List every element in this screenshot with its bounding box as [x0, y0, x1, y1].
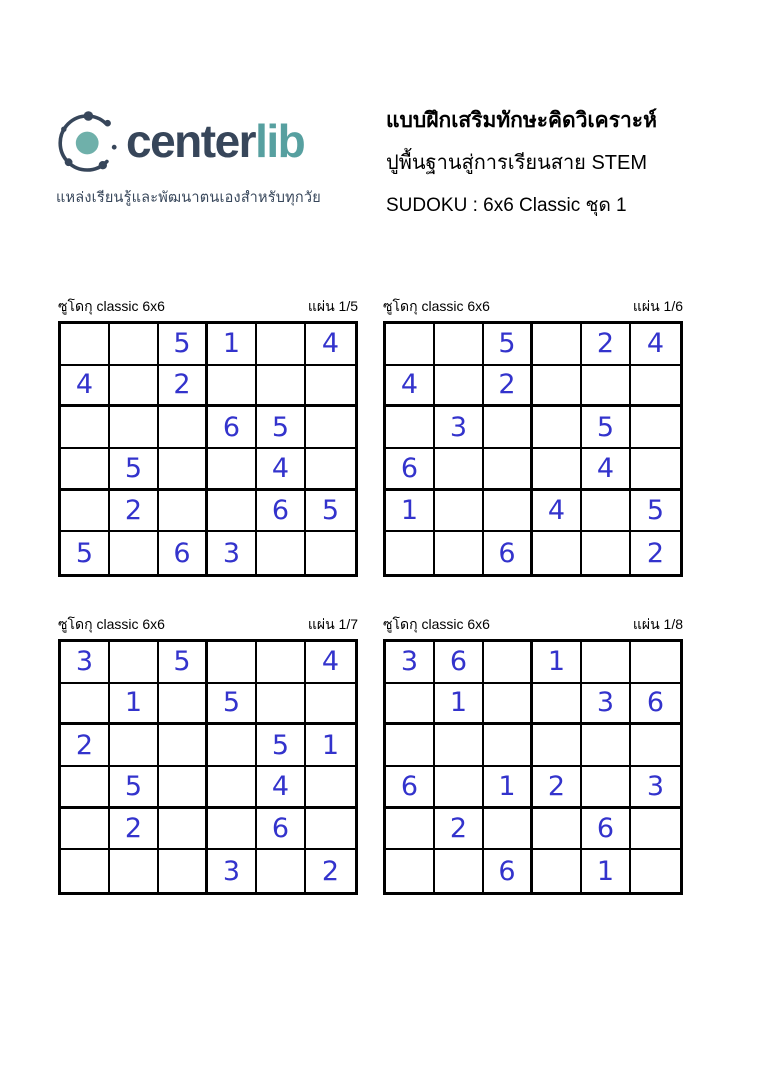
logo-block	[56, 106, 321, 209]
sudoku-cell	[208, 725, 257, 767]
puzzle-type-label: ซูโดกุ classic 6x6	[383, 298, 490, 314]
sudoku-grid-3	[58, 639, 358, 895]
sudoku-cell	[306, 809, 355, 851]
sudoku-cell	[386, 809, 435, 851]
sudoku-cell	[306, 366, 355, 408]
sudoku-cell: 5	[110, 449, 159, 491]
sudoku-cell	[386, 725, 435, 767]
sudoku-cell: 6	[386, 767, 435, 809]
sudoku-cell	[306, 767, 355, 809]
sudoku-cell: 5	[61, 532, 110, 574]
sudoku-cell: 5	[110, 767, 159, 809]
sudoku-cell: 3	[631, 767, 680, 809]
sudoku-cell: 1	[208, 324, 257, 366]
puzzle-type-label: ซูโดกุ classic 6x6	[383, 616, 490, 632]
sudoku-cell	[159, 491, 208, 533]
sudoku-cell	[533, 684, 582, 726]
sudoku-cell	[110, 366, 159, 408]
worksheet-title: แบบฝึกเสริมทักษะคิดวิเคราะห์	[386, 109, 657, 132]
sudoku-cell	[484, 809, 533, 851]
sudoku-cell	[435, 767, 484, 809]
sudoku-cell	[306, 532, 355, 574]
sudoku-cell	[435, 366, 484, 408]
sudoku-cell	[533, 366, 582, 408]
brand-lib: lib	[255, 115, 305, 167]
sudoku-cell: 6	[257, 809, 306, 851]
sudoku-cell: 2	[110, 491, 159, 533]
sudoku-cell: 5	[582, 407, 631, 449]
sudoku-cell	[306, 449, 355, 491]
sudoku-grid-2	[383, 321, 683, 577]
sudoku-cell: 6	[208, 407, 257, 449]
sudoku-cell	[61, 850, 110, 892]
brand-wordmark	[126, 115, 305, 167]
sudoku-cell	[257, 642, 306, 684]
puzzle-sheet-number: แผ่น 1/8	[632, 616, 683, 632]
sudoku-cell: 5	[306, 491, 355, 533]
sudoku-cell: 4	[61, 366, 110, 408]
brand-tagline: แหล่งเรียนรู้และพัฒนาตนเองสำหรับทุกวัย	[56, 190, 321, 206]
sudoku-cell	[484, 491, 533, 533]
sudoku-cell	[257, 684, 306, 726]
sudoku-cell	[533, 324, 582, 366]
sudoku-cell	[484, 449, 533, 491]
sudoku-cell	[582, 725, 631, 767]
worksheet-series: SUDOKU : 6x6 Classic ชุด 1	[386, 195, 627, 216]
sudoku-cell: 6	[631, 684, 680, 726]
sudoku-cell: 2	[435, 809, 484, 851]
sudoku-cell	[61, 407, 110, 449]
brand-center: center	[126, 115, 256, 167]
sudoku-cell: 5	[484, 324, 533, 366]
sudoku-cell	[110, 407, 159, 449]
puzzle-type-label: ซูโดกุ classic 6x6	[58, 616, 165, 632]
sudoku-cell: 3	[386, 642, 435, 684]
puzzle-panel-1	[58, 300, 358, 577]
sudoku-cell: 4	[533, 491, 582, 533]
sudoku-cell: 1	[110, 684, 159, 726]
sudoku-cell: 2	[646, 537, 665, 569]
puzzle-sheet-number: แผ่น 1/6	[632, 298, 683, 314]
sudoku-cell: 4	[257, 449, 306, 491]
sudoku-cell	[631, 366, 680, 408]
puzzle-panel-4	[383, 618, 683, 895]
sudoku-cell	[306, 407, 355, 449]
sudoku-cell: 6	[159, 532, 208, 574]
sudoku-cell	[61, 767, 110, 809]
sudoku-cell	[582, 366, 631, 408]
puzzle-type-label: ซูโดกุ classic 6x6	[58, 298, 165, 314]
sudoku-cell	[159, 407, 208, 449]
sudoku-cell: 3	[208, 532, 257, 574]
sudoku-cell: 6	[435, 642, 484, 684]
sudoku-cell	[533, 850, 582, 892]
sudoku-cell	[61, 684, 110, 726]
sudoku-cell	[533, 449, 582, 491]
sudoku-cell: 6	[582, 809, 631, 851]
sudoku-cell	[484, 725, 533, 767]
sudoku-cell: 1	[306, 725, 355, 767]
sudoku-cell: 6	[484, 850, 533, 892]
sudoku-cell	[631, 449, 680, 491]
sudoku-cell: 1	[386, 491, 435, 533]
sudoku-cell	[582, 767, 631, 809]
sudoku-cell	[208, 767, 257, 809]
sudoku-cell	[435, 491, 484, 533]
sudoku-cell	[533, 725, 582, 767]
sudoku-cell	[435, 324, 484, 366]
sudoku-cell	[208, 449, 257, 491]
sudoku-cell	[159, 725, 208, 767]
sudoku-cell	[306, 684, 355, 726]
sudoku-cell	[159, 767, 208, 809]
sudoku-cell	[631, 725, 680, 767]
sudoku-cell: 4	[257, 767, 306, 809]
sudoku-cell	[257, 850, 306, 892]
sudoku-cell: 1	[435, 684, 484, 726]
sudoku-cell: 6	[257, 491, 306, 533]
sudoku-cell	[631, 642, 680, 684]
sudoku-cell: 1	[484, 767, 533, 809]
sudoku-cell: 3	[61, 642, 110, 684]
sudoku-cell	[484, 642, 533, 684]
sudoku-cell: 5	[631, 491, 680, 533]
puzzle-panel-2	[383, 300, 683, 577]
sudoku-cell	[484, 407, 533, 449]
sudoku-cell: 4	[582, 449, 631, 491]
sudoku-grid-1	[58, 321, 358, 577]
sudoku-cell	[61, 491, 110, 533]
title-block	[386, 110, 657, 215]
sudoku-cell	[582, 532, 631, 574]
sudoku-cell: 3	[435, 407, 484, 449]
sudoku-cell	[110, 642, 159, 684]
sudoku-cell	[159, 449, 208, 491]
sudoku-cell	[582, 491, 631, 533]
sudoku-cell	[110, 850, 159, 892]
sudoku-cell	[386, 684, 435, 726]
sudoku-cell: 2	[484, 366, 533, 408]
sudoku-cell	[159, 850, 208, 892]
sudoku-cell	[257, 532, 306, 574]
sudoku-cell	[386, 407, 435, 449]
sudoku-cell	[61, 324, 110, 366]
sudoku-cell: 5	[208, 684, 257, 726]
sudoku-cell	[533, 407, 582, 449]
sudoku-cell: 2	[533, 767, 582, 809]
sudoku-cell: 5	[257, 725, 306, 767]
sudoku-cell	[631, 809, 680, 851]
sudoku-cell: 2	[159, 366, 208, 408]
sudoku-cell: 3	[208, 850, 257, 892]
sudoku-cell: 1	[582, 850, 631, 892]
sudoku-cell: 4	[631, 324, 680, 366]
sudoku-cell	[159, 809, 208, 851]
sudoku-cell	[208, 366, 257, 408]
sudoku-cell	[435, 449, 484, 491]
sudoku-cell	[435, 725, 484, 767]
sudoku-cell: 5	[159, 642, 208, 684]
sudoku-cell: 4	[306, 324, 355, 366]
sudoku-cell	[110, 725, 159, 767]
sudoku-cell	[110, 532, 159, 574]
centerlib-logo-icon	[56, 106, 122, 180]
sudoku-cell: 5	[257, 407, 306, 449]
logo-core-circle	[76, 132, 99, 155]
sudoku-cell: 2	[582, 324, 631, 366]
sudoku-cell	[257, 324, 306, 366]
puzzle-sheet-number: แผ่น 1/7	[307, 616, 358, 632]
sudoku-cell	[533, 532, 582, 574]
sudoku-cell	[386, 532, 435, 574]
sudoku-grid-4	[383, 639, 683, 895]
sudoku-cell	[386, 324, 435, 366]
sudoku-cell	[257, 366, 306, 408]
sudoku-cell	[61, 449, 110, 491]
sudoku-cell	[386, 850, 435, 892]
sudoku-cell	[435, 850, 484, 892]
puzzle-sheet-number: แผ่น 1/5	[307, 298, 358, 314]
sudoku-cell	[110, 324, 159, 366]
sudoku-cell	[208, 642, 257, 684]
sudoku-cell: 3	[582, 684, 631, 726]
puzzle-panel-3	[58, 618, 358, 895]
sudoku-cell	[61, 809, 110, 851]
sudoku-cell	[533, 809, 582, 851]
sudoku-cell	[631, 850, 680, 892]
sudoku-cell: 1	[533, 642, 582, 684]
sudoku-cell: 5	[159, 324, 208, 366]
sudoku-cell	[435, 532, 484, 574]
sudoku-cell: 6	[386, 449, 435, 491]
sudoku-cell	[582, 642, 631, 684]
sudoku-cell	[208, 491, 257, 533]
sudoku-cell	[484, 684, 533, 726]
worksheet-subtitle: ปูพื้นฐานสู่การเรียนสาย STEM	[386, 152, 648, 174]
sudoku-cell: 2	[321, 855, 340, 887]
sudoku-cell	[208, 809, 257, 851]
sudoku-cell	[631, 407, 680, 449]
sudoku-cell: 6	[484, 532, 533, 574]
sudoku-cell: 2	[110, 809, 159, 851]
sudoku-cell: 4	[306, 642, 355, 684]
sudoku-cell: 4	[386, 366, 435, 408]
sudoku-cell: 2	[61, 725, 110, 767]
sudoku-cell	[159, 684, 208, 726]
